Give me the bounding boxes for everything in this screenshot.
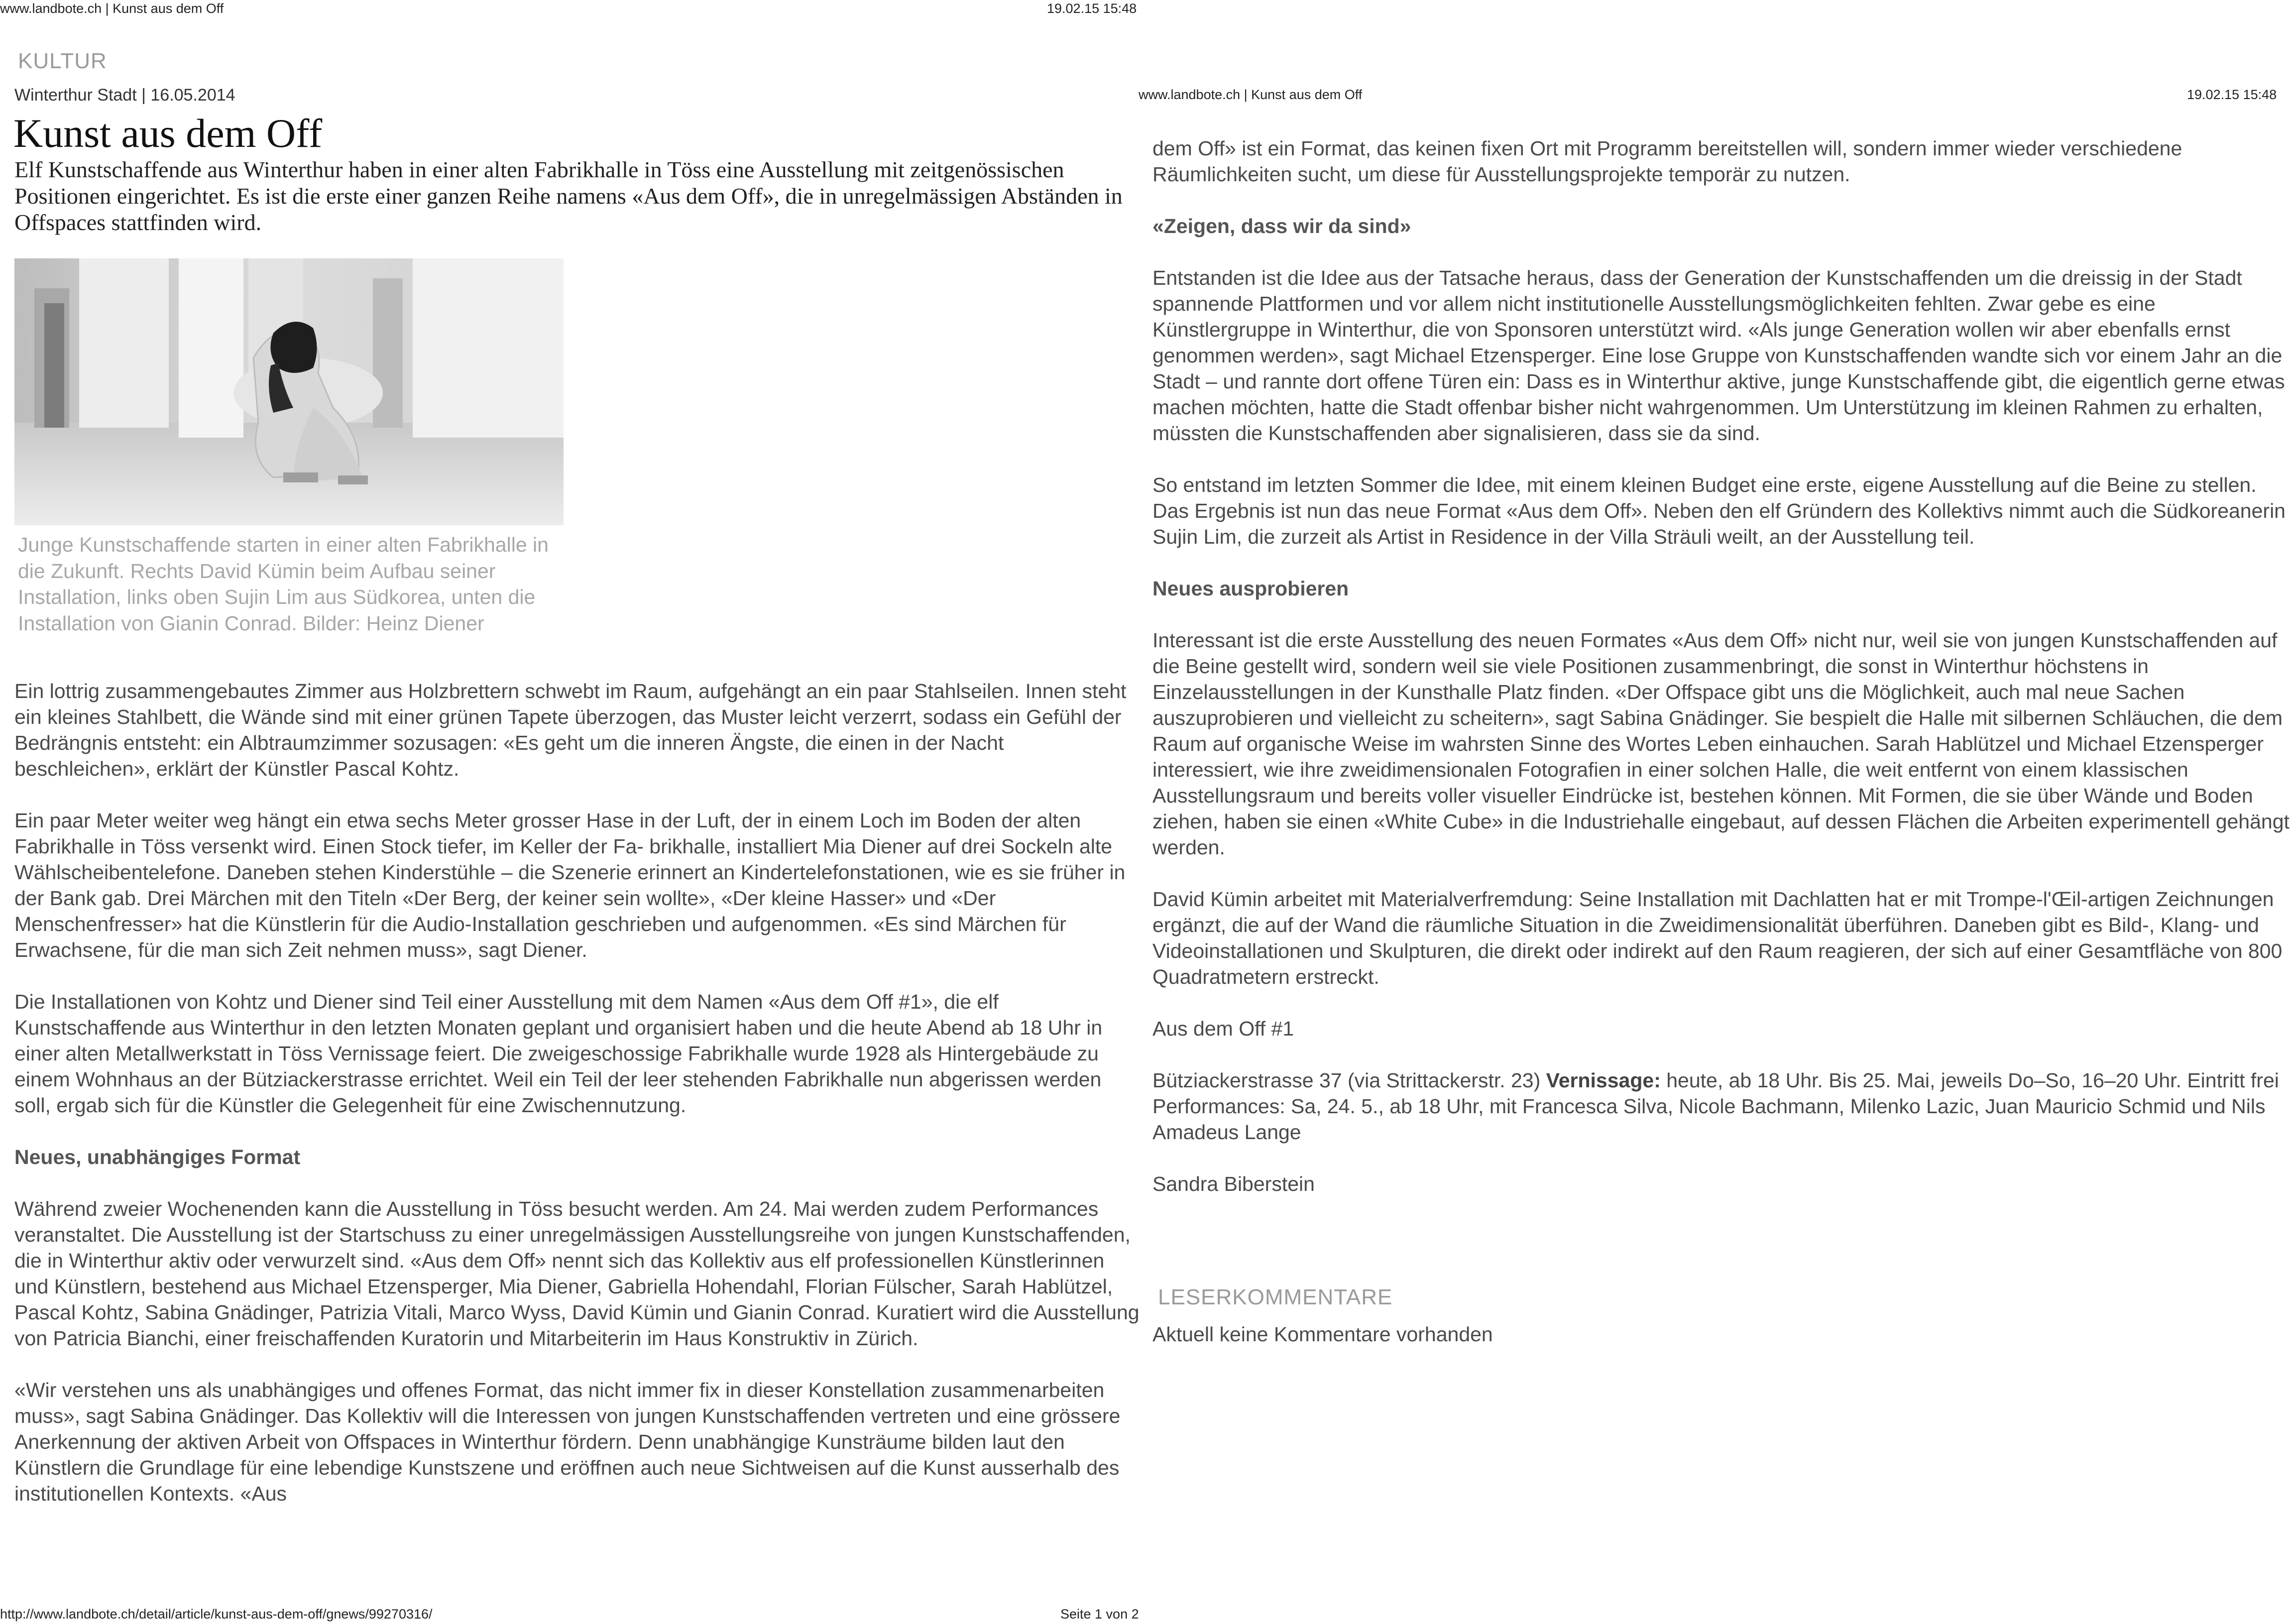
print-header-url-title: www.landbote.ch | Kunst aus dem Off [0,1,224,16]
article-body-column-2 [1152,135,2293,1223]
section-label[interactable]: KULTUR [18,49,107,73]
body-paragraph: «Wir verstehen uns als unabhängiges und offenes Format, das nicht immer fix in dieser Konstellation zusammenarbeiten muss», sagt Sabina Gnädinger. Das Kollektiv will die Interessen von jungen Kunstschaffenden vertreten und eine grössere Anerkennung der aktiven Arbeit von Offspaces in Winterthur fördern. Denn unabhängige Kunsträume bilden laut den Künstlern die Grundlage für eine lebendige Kunstszene und eröffnen auch neue Sichtweisen auf die Kunst ausserhalb des institutionellen Kontexts. «Aus [14,1379,1121,1505]
body-paragraph: So entstand im letzten Sommer die Idee, mit einem kleinen Budget eine erste, eigene Ausstellung auf die Beine zu stellen. Das Ergebnis ist nun das neue Format «Aus dem Off». Neben den elf Gründern des Kollektivs nimmt auch die Südkoreanerin Sujin Lim, die zurzeit als Artist in Residence in der Villa Sträuli weilt, an der Ausstellung teil. [1152,473,2286,548]
subheading: Neues, unabhängiges Format [14,1146,301,1168]
print-footer-page: Seite 1 von 2 [1060,1607,1139,1622]
article-title: Kunst aus dem Off [13,111,323,156]
print-header-datetime: 19.02.15 15:48 [1047,1,1137,16]
article-lead: Elf Kunstschaffende aus Winterthur haben in einer alten Fabrikhalle in Töss eine Ausstellung mit zeitgenössischen Positionen eingerichtet. Es ist die erste einer ganzen Reihe namens «Aus dem Off», die in unregelmässigen Abständen in Offspaces stattfinden wird. [14,157,1123,235]
exhibition-title: Aus dem Off #1 [1152,1017,1294,1040]
subheading: Neues ausprobieren [1152,577,1349,600]
body-paragraph: dem Off» ist ein Format, das keinen fixen Ort mit Programm bereitstellen will, sondern immer wieder verschiedene Räumlichkeiten sucht, um diese für Ausstellungsprojekte temporär zu nutzen. [1152,137,2182,186]
article-photo[interactable] [14,258,564,525]
exhibition-address: Bütziackerstrasse 37 (via Strittackerstr. 23) [1152,1069,1546,1092]
body-paragraph: David Kümin arbeitet mit Materialverfremdung: Seine Installation mit Dachlatten hat er mit Trompe-l'Œil-artigen Zeichnungen ergänzt, die auf der Wand die räumliche Situation in die Zweidimensionalität überführen. Daneben gibt es Bild-, Klang- und Videoinstallationen und Skulpturen, die direkt oder indirekt auf den Raum reagieren, der sich auf einer Gesamtfläche von 800 Quadratmetern erstreckt. [1152,888,2283,988]
photo-figure-icon [14,258,564,525]
exhibition-details: heute, ab 18 Uhr. Bis 25. Mai, jeweils Do–So, 16–20 Uhr. Eintritt frei Performances: Sa, 24. 5., ab 18 Uhr, mit Francesca Silva, Nicole Bachmann, Milenko Lazic, Juan Mauricio Schmid und Nils Amadeus Lange [1152,1069,2279,1144]
comments-label[interactable]: LESERKOMMENTARE [1158,1285,1393,1309]
author-name: Sandra Biberstein [1152,1172,1315,1195]
body-paragraph: Während zweier Wochenenden kann die Ausstellung in Töss besucht werden. Am 24. Mai werden zudem Performances veranstaltet. Die Ausstellung ist der Startschuss zu einer unregelmässigen Ausstellungsreihe von jungen Kunstschaffenden, die in Winterthur aktiv oder verwurzelt sind. «Aus dem Off» nennt sich das Kollektiv aus elf professionellen Künstlerinnen und Künstlern, bestehend aus Michael Etzensperger, Mia Diener, Gabriella Hohendahl, Florian Fülscher, Sarah Hablützel, Pascal Kohtz, Sabina Gnädinger, Patrizia Vitali, Marco Wyss, David Kümin und Gianin Conrad. Kuratiert wird die Ausstellung von Patricia Bianchi, einer freischaffenden Kuratorin und Mitarbeiterin im Haus Konstruktiv in Zürich. [14,1197,1140,1350]
body-paragraph: Die Installationen von Kohtz und Diener sind Teil einer Ausstellung mit dem Namen «Aus dem Off #1», die elf Kunstschaffende aus Winterthur in den letzten Monaten geplant und organisiert haben und die heute Abend ab 18 Uhr in einer alten Metallwerkstatt in Töss Vernissage feiert. Die zweigeschossige Fabrikhalle wurde 1928 als Hintergebäude zu einem Wohnhaus an der Bütziackerstrasse errichtet. Weil ein Teil der leer stehenden Fabrikhalle nun abgerissen werden soll, ergab sich für die Künstler die Gelegenheit für eine Zwischennutzung. [14,990,1103,1117]
body-paragraph: Ein lottrig zusammengebautes Zimmer aus Holzbrettern schwebt im Raum, aufgehängt an ein paar Stahlseilen. Innen steht ein kleines Stahlbett, die Wände sind mit einer grünen Tapete überzogen, das Muster leicht verzerrt, sodass ein Gefühl der Bedrängnis entsteht: ein Albtraumzimmer sozusagen: «Es geht um die inneren Ängste, die einen in der Nacht beschleichen», erklärt der Künstler Pascal Kohtz. [14,680,1127,780]
body-paragraph: Entstanden ist die Idee aus der Tatsache heraus, dass der Generation der Kunstschaffenden um die dreissig in der Stadt spannende Plattformen und vor allem nicht institutionelle Ausstellungsmöglichkeiten fehlten. Zwar gebe es eine Künstlergruppe in Winterthur, die von Sponsoren unterstützt wird. «Als junge Generation wollen wir aber ebenfalls ernst genommen werden», sagt Michael Etzensperger. Eine lose Gruppe von Kunstschaffenden wandte sich vor einem Jahr an die Stadt – und rannte dort offene Türen ein: Dass es in Winterthur aktive, junge Kunstschaffende gibt, die eigentlich gerne etwas machen möchten, hatte die Stadt offenbar bisher nicht wahrgenommen. Um Unterstützung im kleinen Rahmen zu erhalten, müssten die Kunstschaffenden aber signalisieren, dass sie da sind. [1152,266,2285,445]
exhibition-info [1152,1067,2293,1145]
print-header-url-title-right: www.landbote.ch | Kunst aus dem Off [1139,87,1363,102]
body-paragraph: Interessant ist die erste Ausstellung des neuen Formates «Aus dem Off» nicht nur, weil sie von jungen Kunstschaffenden auf die Beine gestellt wird, sondern weil sie viele Positionen zusammenbringt, die sonst in Winterthur höchstens in Einzelausstellungen in der Kunsthalle Platz finden. «Der Offspace gibt uns die Möglichkeit, auch mal neue Sachen auszuprobieren und vielleicht zu scheitern», sagt Sabina Gnädinger. Sie bespielt die Halle mit silbernen Schläuchen, die dem Raum auf organische Weise im wahrsten Sinne des Wortes Leben einhauchen. Sarah Hablützel und Michael Etzensperger interessiert, wie ihre zweidimensionalen Fotografien in einer solchen Halle, die weit entfernt von einem klassischen Ausstellungsraum und bereits voller visueller Eindrücke ist, bestehen können. Mit Formen, die sie über Wände und Boden ziehen, haben sie einen «White Cube» in die Industriehalle eingebaut, auf dessen Flächen die Arbeiten experimentell gehängt werden. [1152,629,2290,859]
vernissage-label: Vernissage: [1546,1069,1661,1092]
comments-empty-message: Aktuell keine Kommentare vorhanden [1152,1323,1493,1346]
subheading: «Zeigen, dass wir da sind» [1152,215,1411,237]
photo-caption: Junge Kunstschaffende starten in einer alten Fabrikhalle in die Zukunft. Rechts David Kümin beim Aufbau seiner Installation, links oben Sujin Lim aus Südkorea, unten die Installation von Gianin Conrad. Bilder: Heinz Diener [18,533,549,635]
print-footer-url[interactable]: http://www.landbote.ch/detail/article/kunst-aus-dem-off/gnews/99270316/ [0,1607,433,1622]
article-body-column-1 [14,678,1140,1532]
body-paragraph: Ein paar Meter weiter weg hängt ein etwa sechs Meter grosser Hase in der Luft, der in einem Loch im Boden der alten Fabrikhalle in Töss versenkt wird. Einen Stock tiefer, im Keller der Fa- brikhalle, installiert Mia Diener auf drei Sockeln alte Wählscheibentelefone. Daneben stehen Kinderstühle – die Szenerie erinnert an Kindertelefonstationen, wie es sie früher in der Bank gab. Drei Märchen mit den Titeln «Der Berg, der keiner sein wollte», «Der kleine Hasser» und «Der Menschenfresser» hat die Künstlerin für die Audio-Installation geschrieben und aufgenommen. «Es sind Märchen für Erwachsene, für die man sich Zeit nehmen muss», sagt Diener. [14,809,1126,961]
dateline: Winterthur Stadt | 16.05.2014 [14,86,235,105]
print-header-datetime-right: 19.02.15 15:48 [2187,87,2277,102]
